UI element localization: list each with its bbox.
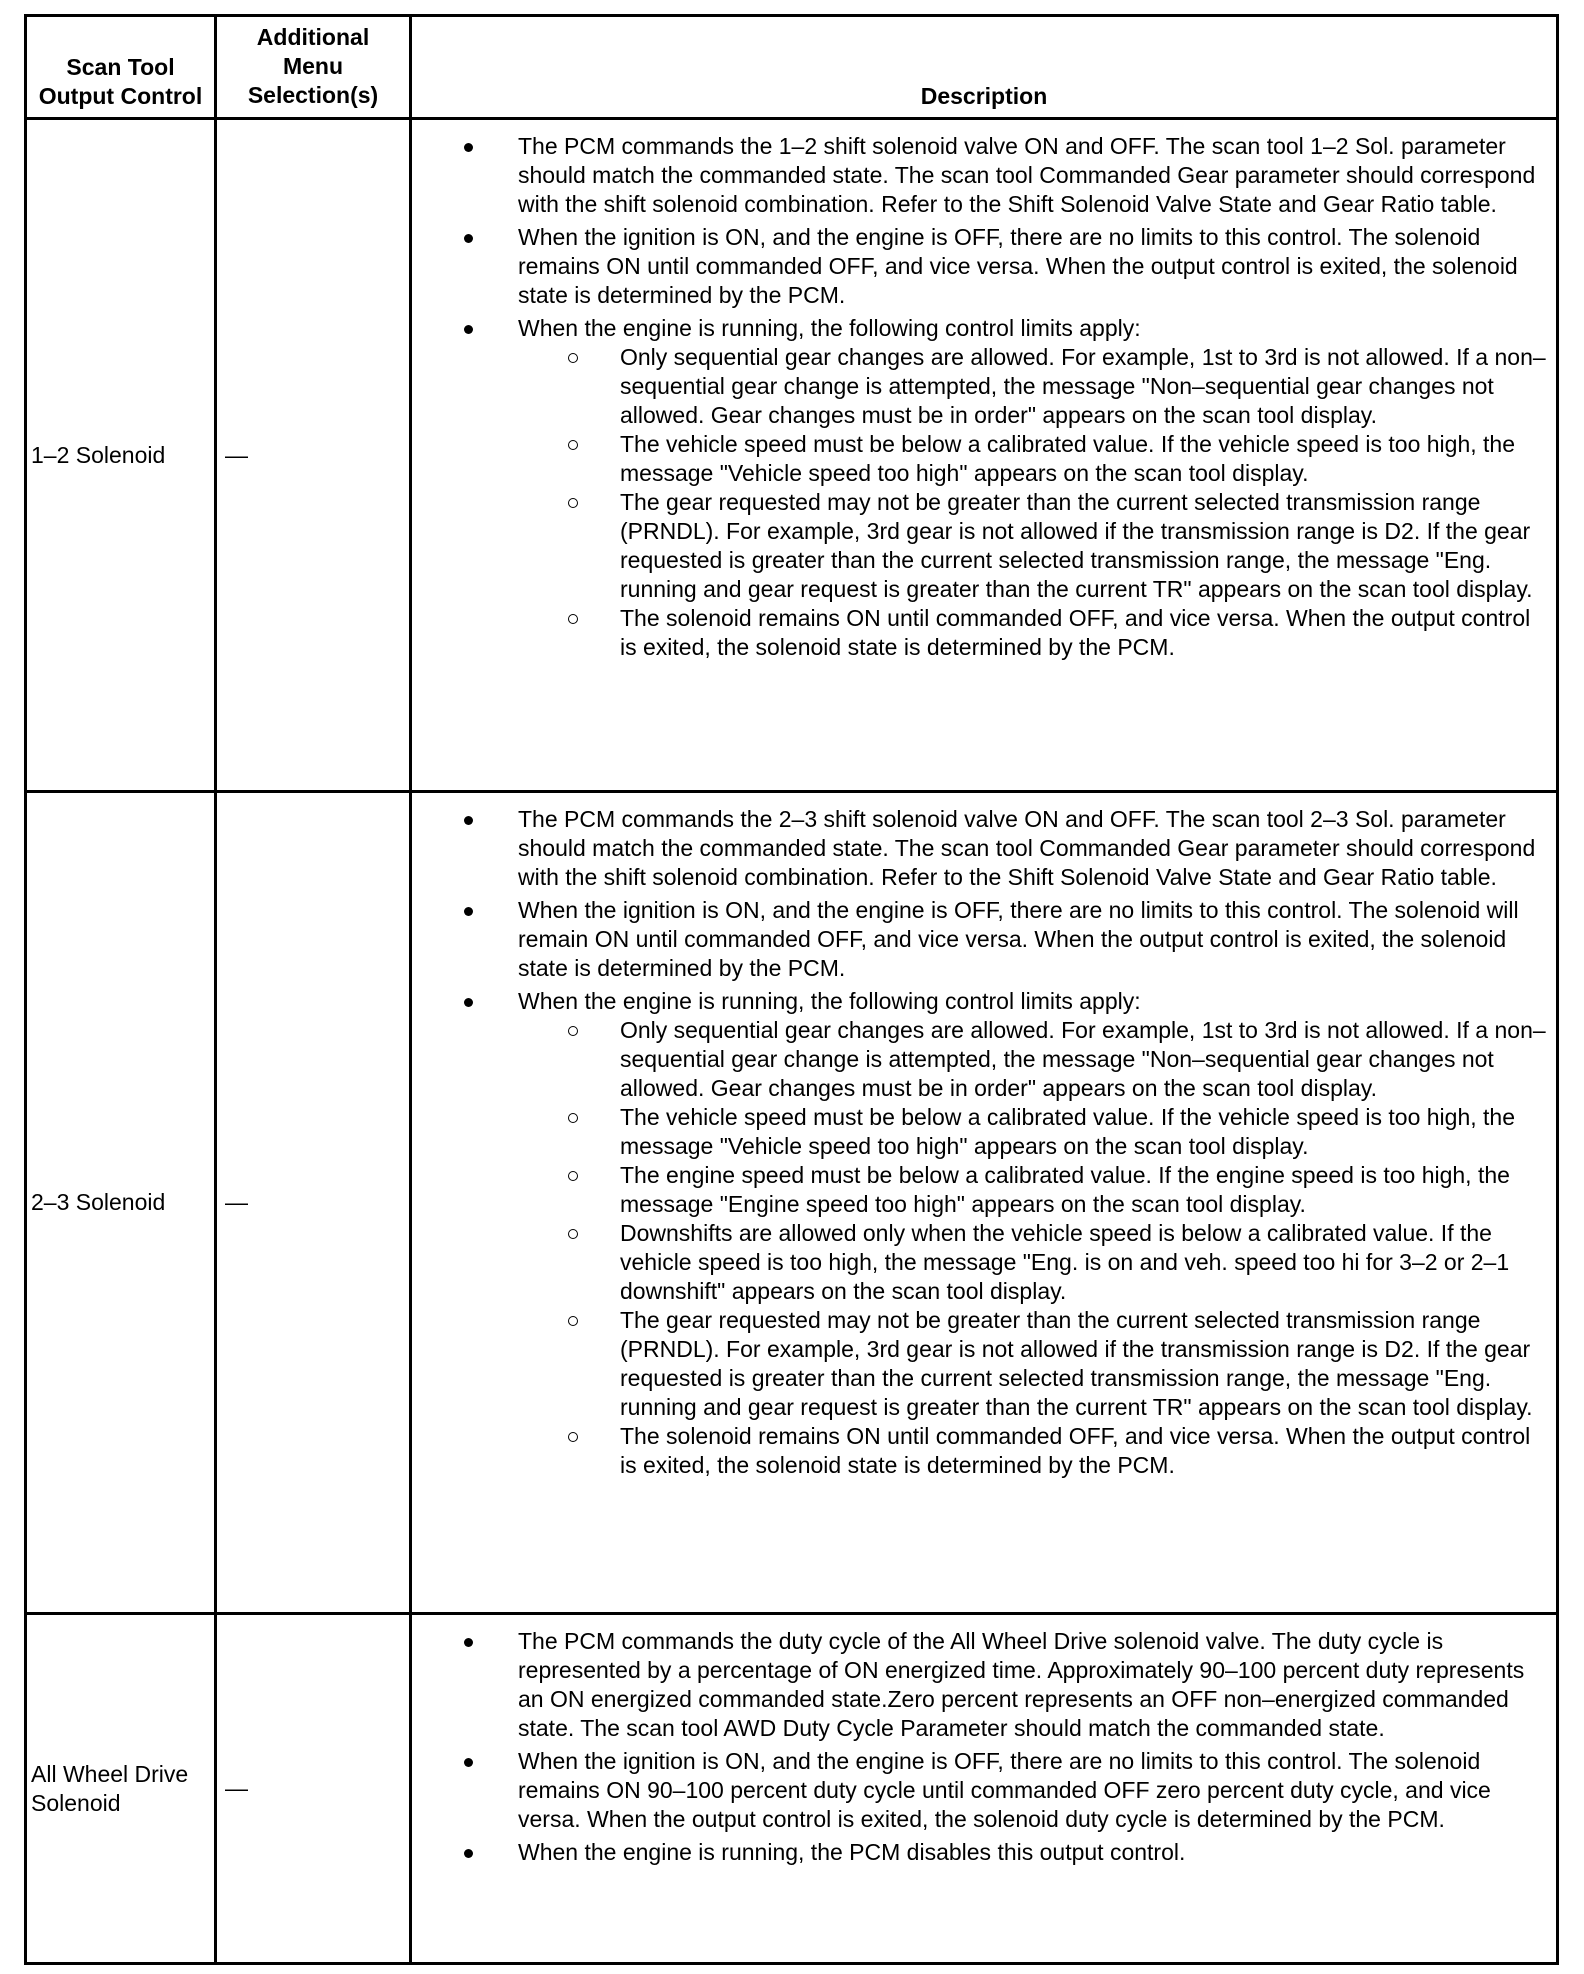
table-row [26,119,1558,792]
circle-bullet-icon [568,353,578,363]
bullet-icon [464,1758,473,1767]
table-row [26,1614,1558,1964]
circle-bullet-icon [568,498,578,508]
header-row [26,16,1558,119]
description-cell [411,792,1558,1614]
bullet-list [412,1627,1550,1867]
menu-selection: — [216,1614,411,1964]
circle-bullet-icon [568,1432,578,1442]
circle-bullet-icon [568,1316,578,1326]
bullet-icon [464,143,473,152]
menu-selection: — [216,119,411,792]
circle-bullet-icon [568,440,578,450]
bullet-list [412,132,1550,662]
table-row [26,792,1558,1614]
output-control-table [24,14,1559,1965]
menu-selection: — [216,792,411,1614]
bullet-icon [464,998,473,1007]
description-cell [411,1614,1558,1964]
bullet-item: When the engine is running, the PCM disables this output control. [412,1838,1550,1867]
output-control-name: 2–3 Solenoid [26,792,216,1614]
circle-bullet-icon [568,1026,578,1036]
header-additional-menu-selections: Additional Menu Selection(s) [216,16,411,119]
bullet-item: When the ignition is ON, and the engine is OFF, there are no limits to this control. The solenoid remains ON 90–100 percent duty cycle until commanded OFF zero percent duty cycle, and vice versa. When the output control is exited, the solenoid duty cycle is determined by the PCM. [412,1747,1550,1834]
bullet-list [412,805,1550,1480]
bullet-icon [464,907,473,916]
bullet-icon [464,325,473,334]
circle-bullet-icon [568,1171,578,1181]
sub-bullet-item: The vehicle speed must be below a calibrated value. If the vehicle speed is too high, the message "Vehicle speed too high" appears on the scan tool display. [518,1103,1550,1161]
output-control-name: 1–2 Solenoid [26,119,216,792]
bullet-item: The PCM commands the 2–3 shift solenoid valve ON and OFF. The scan tool 2–3 Sol. parameter should match the commanded state. The scan tool Commanded Gear parameter should correspond with the shift solenoid combination. Refer to the Shift Solenoid Valve State and Gear Ratio table. [412,805,1550,892]
bullet-icon [464,1849,473,1858]
bullet-item: The PCM commands the duty cycle of the All Wheel Drive solenoid valve. The duty cycle is represented by a percentage of ON energized time. Approximately 90–100 percent duty represents an ON energized commanded state.Zero percent represents an OFF non–energized commanded state. The scan tool AWD Duty Cycle Parameter should match the commanded state. [412,1627,1550,1743]
header-scan-tool-output-control: Scan Tool Output Control [26,16,216,119]
circle-bullet-icon [568,1113,578,1123]
sub-bullet-item: Only sequential gear changes are allowed. For example, 1st to 3rd is not allowed. If a non–sequential gear change is attempted, the message "Non–sequential gear changes not allowed. Gear changes must be in order" appears on the scan tool display. [518,1016,1550,1103]
bullet-icon [464,234,473,243]
sub-bullet-item: The vehicle speed must be below a calibrated value. If the vehicle speed is too high, the message "Vehicle speed too high" appears on the scan tool display. [518,430,1550,488]
output-control-name: All Wheel Drive Solenoid [26,1614,216,1964]
bullet-item: When the ignition is ON, and the engine is OFF, there are no limits to this control. The solenoid remains ON until commanded OFF, and vice versa. When the output control is exited, the solenoid state is determined by the PCM. [412,223,1550,310]
sub-bullet-item: Only sequential gear changes are allowed. For example, 1st to 3rd is not allowed. If a non–sequential gear change is attempted, the message "Non–sequential gear changes not allowed. Gear changes must be in order" appears on the scan tool display. [518,343,1550,430]
bullet-item: When the engine is running, the following control limits apply: Only sequential gear changes are allowed. For example, 1st to 3rd is not allowed. If a non–sequential gear change is attempted, the message "Non–sequential gear changes not allowed. Gear changes must be in order" appears on the scan tool display. The vehicle speed must be below a calibrated value. If the vehicle speed is too high, the message "Vehicle speed too high" appears on the scan tool display. The engine speed must be below a calibrated value. If the engine speed is too high, the message "Engine speed too high" appears on the scan tool display. Downshifts are allowed only when the vehicle speed is below a calibrated value. If the vehicle speed is too high, the message "Eng. is on and veh. speed too hi for 3–2 or 2–1 downshift" appears on the scan tool display. The gear requested may not be greater than the current selected transmission range (PRNDL). For example, 3rd gear is not allowed if the transmission range is D2. If the gear requested is greater than the current selected transmission range, the message "Eng. running and gear request is greater than the current TR" appears on the scan tool display. The solenoid remains ON until commanded OFF, and vice versa. When the output control is exited, the solenoid state is determined by the PCM. [412,987,1550,1480]
description-cell [411,119,1558,792]
bullet-item: When the ignition is ON, and the engine is OFF, there are no limits to this control. The solenoid will remain ON until commanded OFF, and vice versa. When the output control is exited, the solenoid state is determined by the PCM. [412,896,1550,983]
bullet-icon [464,1638,473,1647]
sub-bullet-list [518,1016,1550,1480]
sub-bullet-item: The solenoid remains ON until commanded OFF, and vice versa. When the output control is exited, the solenoid state is determined by the PCM. [518,604,1550,662]
sub-bullet-item: The solenoid remains ON until commanded OFF, and vice versa. When the output control is exited, the solenoid state is determined by the PCM. [518,1422,1550,1480]
sub-bullet-item: The gear requested may not be greater than the current selected transmission range (PRNDL). For example, 3rd gear is not allowed if the transmission range is D2. If the gear requested is greater than the current selected transmission range, the message "Eng. running and gear request is greater than the current TR" appears on the scan tool display. [518,488,1550,604]
header-description: Description [411,16,1558,119]
sub-bullet-list [518,343,1550,662]
circle-bullet-icon [568,614,578,624]
sub-bullet-item: The engine speed must be below a calibrated value. If the engine speed is too high, the message "Engine speed too high" appears on the scan tool display. [518,1161,1550,1219]
bullet-item: When the engine is running, the following control limits apply: Only sequential gear changes are allowed. For example, 1st to 3rd is not allowed. If a non–sequential gear change is attempted, the message "Non–sequential gear changes not allowed. Gear changes must be in order" appears on the scan tool display. The vehicle speed must be below a calibrated value. If the vehicle speed is too high, the message "Vehicle speed too high" appears on the scan tool display. The gear requested may not be greater than the current selected transmission range (PRNDL). For example, 3rd gear is not allowed if the transmission range is D2. If the gear requested is greater than the current selected transmission range, the message "Eng. running and gear request is greater than the current TR" appears on the scan tool display. The solenoid remains ON until commanded OFF, and vice versa. When the output control is exited, the solenoid state is determined by the PCM. [412,314,1550,662]
sub-bullet-item: Downshifts are allowed only when the vehicle speed is below a calibrated value. If the vehicle speed is too high, the message "Eng. is on and veh. speed too hi for 3–2 or 2–1 downshift" appears on the scan tool display. [518,1219,1550,1306]
bullet-item: The PCM commands the 1–2 shift solenoid valve ON and OFF. The scan tool 1–2 Sol. parameter should match the commanded state. The scan tool Commanded Gear parameter should correspond with the shift solenoid combination. Refer to the Shift Solenoid Valve State and Gear Ratio table. [412,132,1550,219]
sub-bullet-item: The gear requested may not be greater than the current selected transmission range (PRNDL). For example, 3rd gear is not allowed if the transmission range is D2. If the gear requested is greater than the current selected transmission range, the message "Eng. running and gear request is greater than the current TR" appears on the scan tool display. [518,1306,1550,1422]
circle-bullet-icon [568,1229,578,1239]
bullet-icon [464,816,473,825]
